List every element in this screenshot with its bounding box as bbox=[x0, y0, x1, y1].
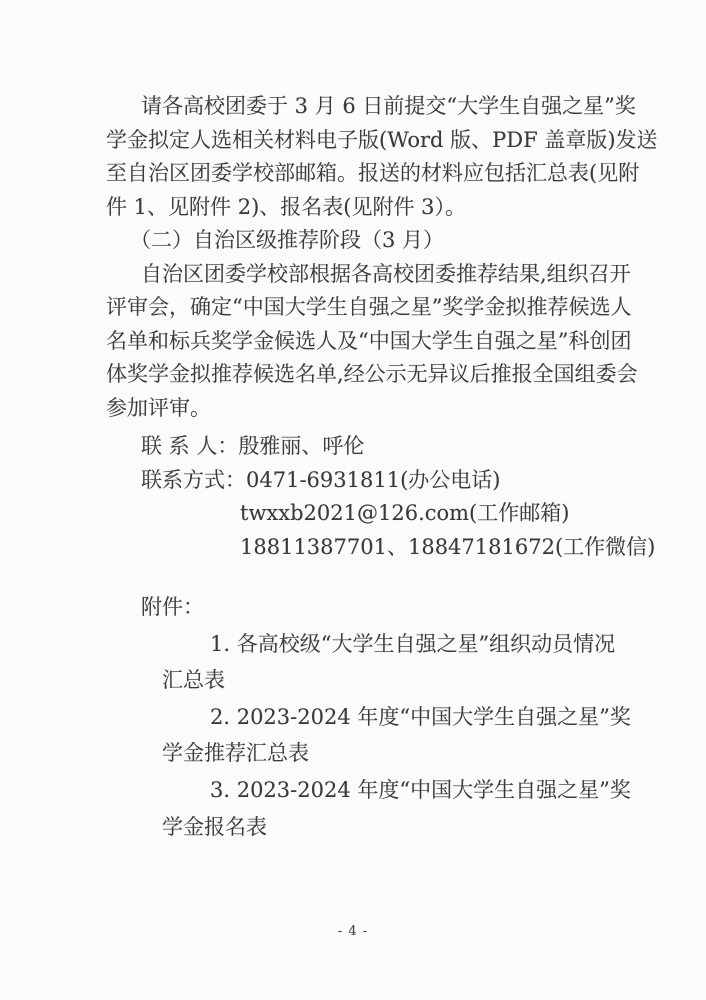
contact-person-label: 联 系 人： bbox=[141, 434, 239, 458]
paragraph-line: 评审会，确定“中国大学生自强之星”奖学金拟推荐候选人 bbox=[106, 295, 632, 319]
paragraph-line: 至自治区团委学校部邮箱。报送的材料应包括汇总表(见附 bbox=[106, 161, 640, 185]
attachment-item-line: 2. 2023-2024 年度“中国大学生自强之星”奖 bbox=[210, 704, 631, 729]
contact-info bbox=[106, 430, 656, 564]
attachment-item-line: 学金报名表 bbox=[162, 814, 267, 839]
paragraph-line: 名单和标兵奖学金候选人及“中国大学生自强之星”科创团 bbox=[106, 328, 632, 353]
paragraph-line: 件 1、见附件 2)、报名表(见附件 3）。 bbox=[106, 194, 466, 219]
attachment-item bbox=[106, 626, 616, 699]
attachments-label: 附件： bbox=[141, 595, 204, 619]
paragraph-submission bbox=[106, 90, 658, 224]
contact-method-row bbox=[106, 464, 600, 498]
attachment-item-line: 1. 各高校级“大学生自强之星”组织动员情况 bbox=[210, 631, 616, 656]
attachment-item bbox=[106, 772, 631, 845]
document-body bbox=[106, 90, 658, 845]
paragraph-line: 体奖学金拟推荐候选名单,经公示无异议后推报全国组委会 bbox=[106, 362, 638, 386]
paragraph-line: 学金拟定人选相关材料电子版(Word 版、PDF 盖章版)发送 bbox=[106, 127, 658, 152]
paragraph-line: 自治区团委学校部根据各高校团委推荐结果,组织召开 bbox=[141, 261, 631, 286]
page-number: - 4 - bbox=[337, 924, 369, 939]
contact-phone-value: 0471-6931811(办公电话) bbox=[246, 467, 501, 492]
paragraph-line: 请各高校团委于 3 月 6 日前提交“大学生自强之星”奖 bbox=[141, 94, 636, 118]
paragraph-line: 参加评审。 bbox=[106, 395, 211, 420]
section-heading: （二）自治区级推荐阶段（3 月） bbox=[130, 228, 445, 252]
contact-method-label: 联系方式： bbox=[141, 467, 246, 492]
paragraph-regional-recommendation bbox=[106, 258, 638, 426]
attachments-list bbox=[106, 589, 631, 845]
contact-wechat-row: 18811387701、18847181672(工作微信) bbox=[240, 534, 656, 559]
attachment-item-line: 汇总表 bbox=[162, 668, 225, 693]
contact-person-value: 殷雅丽、呼伦 bbox=[238, 434, 365, 458]
attachment-item-line: 学金推荐汇总表 bbox=[162, 741, 309, 766]
attachment-item-line: 3. 2023-2024 年度“中国大学生自强之星”奖 bbox=[210, 777, 631, 802]
attachment-item bbox=[106, 699, 631, 772]
contact-email-row: twxxb2021@126.com(工作邮箱) bbox=[240, 501, 570, 525]
contact-person-row bbox=[106, 430, 600, 464]
